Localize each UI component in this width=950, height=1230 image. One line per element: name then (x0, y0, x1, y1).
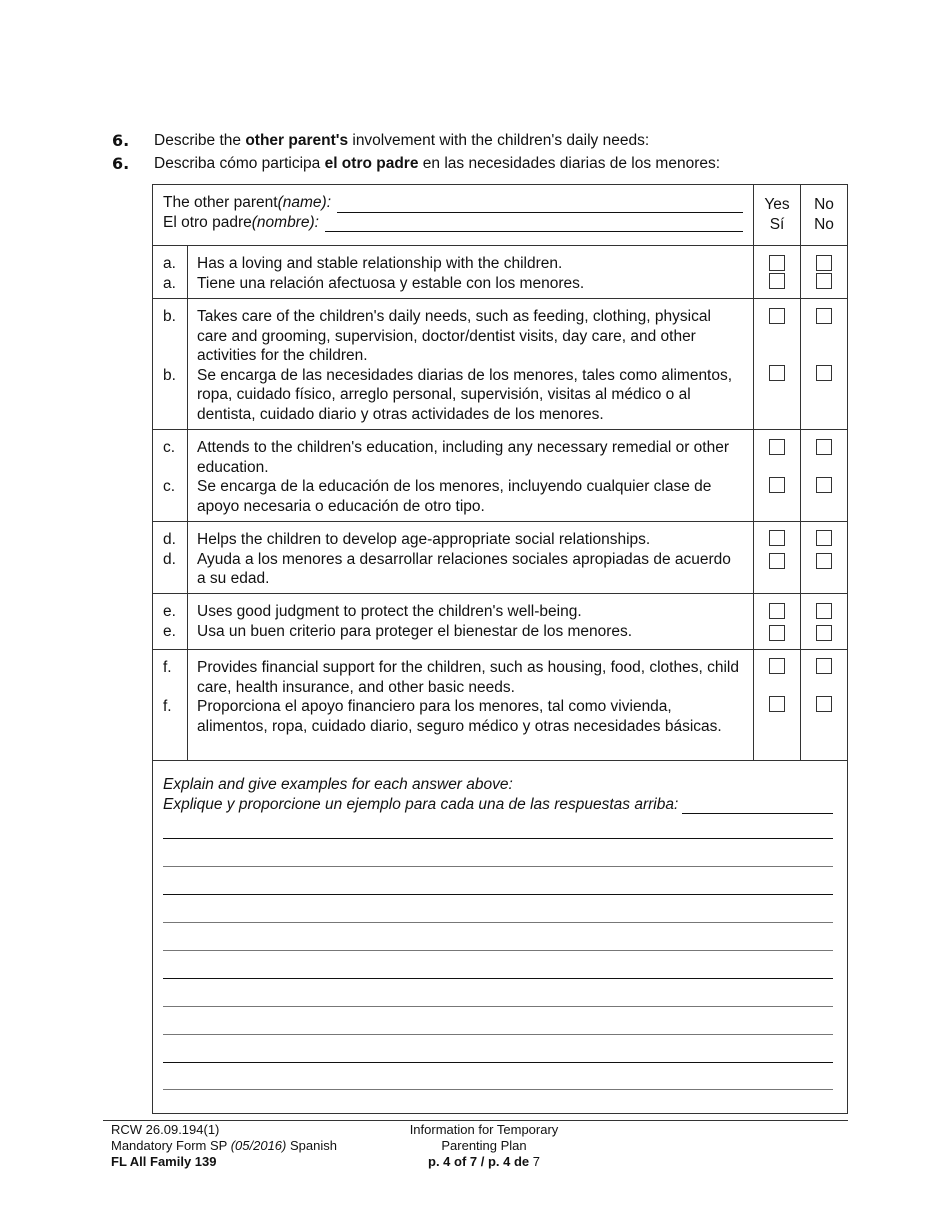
item-f-spanish: Proporciona el apoyo financiero para los menores, tal como vivienda, alimentos, ropa, cuidado diario, seguro médico y otras necesidades básicas. (197, 698, 722, 735)
writing-line[interactable] (163, 978, 833, 979)
item-c-si-checkbox[interactable] (769, 477, 785, 493)
item-d-spanish: Ayuda a los menores a desarrollar relaciones sociales apropiadas de acuerdo a su edad. (197, 550, 731, 587)
footer-rcw: RCW 26.09.194(1) (111, 1122, 220, 1137)
writing-line[interactable] (163, 1089, 833, 1090)
nombre-field[interactable] (325, 217, 743, 232)
item-c-no-es-checkbox[interactable] (816, 477, 832, 493)
explain-row (153, 761, 848, 1114)
footer-form: Mandatory Form SP (05/2016) Spanish (111, 1138, 337, 1153)
item-e-no-checkbox[interactable] (816, 603, 832, 619)
item-d-no-checkbox[interactable] (816, 530, 832, 546)
writing-line[interactable] (163, 866, 833, 867)
involvement-table (152, 184, 848, 1114)
item-b-spanish: Se encarga de las necesidades diarias de los menores, tales como alimentos, ropa, cuidado físico, arreglo personal, supervisión, visitas al médico o al dentista, cuidado diario y otras actividades de los menores. (197, 366, 733, 423)
item-d-yes-checkbox[interactable] (769, 530, 785, 546)
other-parent-name-es: El otro padre (nombre): (163, 213, 743, 233)
item-f-yes-checkbox[interactable] (769, 658, 785, 674)
item-e-yes-checkbox[interactable] (769, 603, 785, 619)
item-e-spanish: Usa un buen criterio para proteger el bienestar de los menores. (197, 622, 633, 640)
explain-label-spanish: Explique y proporcione un ejemplo para cada una de las respuestas arriba: (163, 795, 833, 815)
explain-area[interactable] (153, 761, 848, 1114)
table-row: d. d. Helps the children to develop age-appropriate social relationships. Ayuda a los menores a desarrollar relaciones sociales apropiadas de acuerdo a su edad. (153, 522, 848, 594)
item-b-si-checkbox[interactable] (769, 365, 785, 381)
item-b-no-checkbox[interactable] (816, 308, 832, 324)
other-parent-name-en: The other parent (name): (163, 193, 743, 213)
item-c-spanish: Se encarga de la educación de los menores, incluyendo cualquier clase de apoyo necesaria o educación de otro tipo. (197, 478, 712, 515)
item-d-si-checkbox[interactable] (769, 553, 785, 569)
no-column-header: No No (801, 185, 848, 246)
item-a-english: Has a loving and stable relationship with the children. (197, 255, 563, 272)
item-a-si-checkbox[interactable] (769, 273, 785, 289)
writing-line[interactable] (163, 894, 833, 895)
table-row: c. c. Attends to the children's education, including any necessary remedial or other education. Se encarga de la educación de los menores, incluyendo cualquier clase de apoyo necesaria o educación de otro tipo. (153, 430, 848, 522)
table-row: a. a. Has a loving and stable relationship with the children. Tiene una relación afectuosa y estable con los menores. (153, 246, 848, 299)
footer-center (373, 1122, 595, 1170)
writing-line[interactable] (163, 922, 833, 923)
item-d-english: Helps the children to develop age-appropriate social relationships. (197, 531, 651, 548)
item-c-english: Attends to the children's education, including any necessary remedial or other education. (197, 439, 729, 476)
item-a-yes-checkbox[interactable] (769, 255, 785, 271)
writing-line[interactable] (163, 1006, 833, 1007)
table-row: f. f. Provides financial support for the children, such as housing, food, clothes, child care, health insurance, and other basic needs. Proporciona el apoyo financiero para los menores, tal como vivienda, alimentos, ropa, cuidado diario, seguro médico y otras necesidades básicas. (153, 650, 848, 761)
item-c-yes-checkbox[interactable] (769, 439, 785, 455)
table-row: b. b. Takes care of the children's daily needs, such as feeding, clothing, physical care and grooming, supervision, doctor/dentist visits, day care, and other activities for the children. Se encarga de las necesidades diarias de los menores, tales como alimentos, ropa, cuidado físico, arreglo personal, supervisión, visitas al médico o al dentista, cuidado diario y otras actividades de los menores. (153, 299, 848, 430)
header-row (153, 185, 848, 246)
item-c-no-checkbox[interactable] (816, 439, 832, 455)
writing-line[interactable] (163, 838, 833, 839)
item-a-no-checkbox[interactable] (816, 255, 832, 271)
explain-label-english: Explain and give examples for each answer above: (163, 776, 513, 793)
footer-page-number: p. 4 of 7 / p. 4 de 7 (428, 1154, 540, 1169)
question-number: 6. (112, 154, 130, 173)
item-d-no-es-checkbox[interactable] (816, 553, 832, 569)
yes-column-header: Yes Sí (754, 185, 801, 246)
footer-left (111, 1122, 337, 1170)
writing-line[interactable] (163, 950, 833, 951)
footer-title-2: Parenting Plan (441, 1138, 527, 1153)
footer-divider (103, 1120, 848, 1121)
item-b-yes-checkbox[interactable] (769, 308, 785, 324)
item-f-english: Provides financial support for the children, such as housing, food, clothes, child care, health insurance, and other basic needs. (197, 659, 739, 696)
item-a-spanish: Tiene una relación afectuosa y estable con los menores. (197, 274, 585, 292)
item-f-no-es-checkbox[interactable] (816, 696, 832, 712)
name-field[interactable] (337, 198, 743, 213)
item-a-no-es-checkbox[interactable] (816, 273, 832, 289)
item-e-no-es-checkbox[interactable] (816, 625, 832, 641)
table-row: e. e. Uses good judgment to protect the children's well-being. Usa un buen criterio para proteger el bienestar de los menores. (153, 594, 848, 650)
footer-form-id: FL All Family 139 (111, 1154, 217, 1169)
item-f-si-checkbox[interactable] (769, 696, 785, 712)
item-b-no-es-checkbox[interactable] (816, 365, 832, 381)
item-e-english: Uses good judgment to protect the children's well-being. (197, 603, 582, 620)
writing-line[interactable] (163, 1034, 833, 1035)
writing-line[interactable] (163, 1062, 833, 1063)
footer-title-1: Information for Temporary (409, 1122, 559, 1137)
item-f-no-checkbox[interactable] (816, 658, 832, 674)
question-number: 6. (112, 131, 130, 150)
item-e-si-checkbox[interactable] (769, 625, 785, 641)
item-b-english: Takes care of the children's daily needs, such as feeding, clothing, physical care and grooming, supervision, doctor/dentist visits, day care, and other activities for the children. (197, 308, 711, 364)
